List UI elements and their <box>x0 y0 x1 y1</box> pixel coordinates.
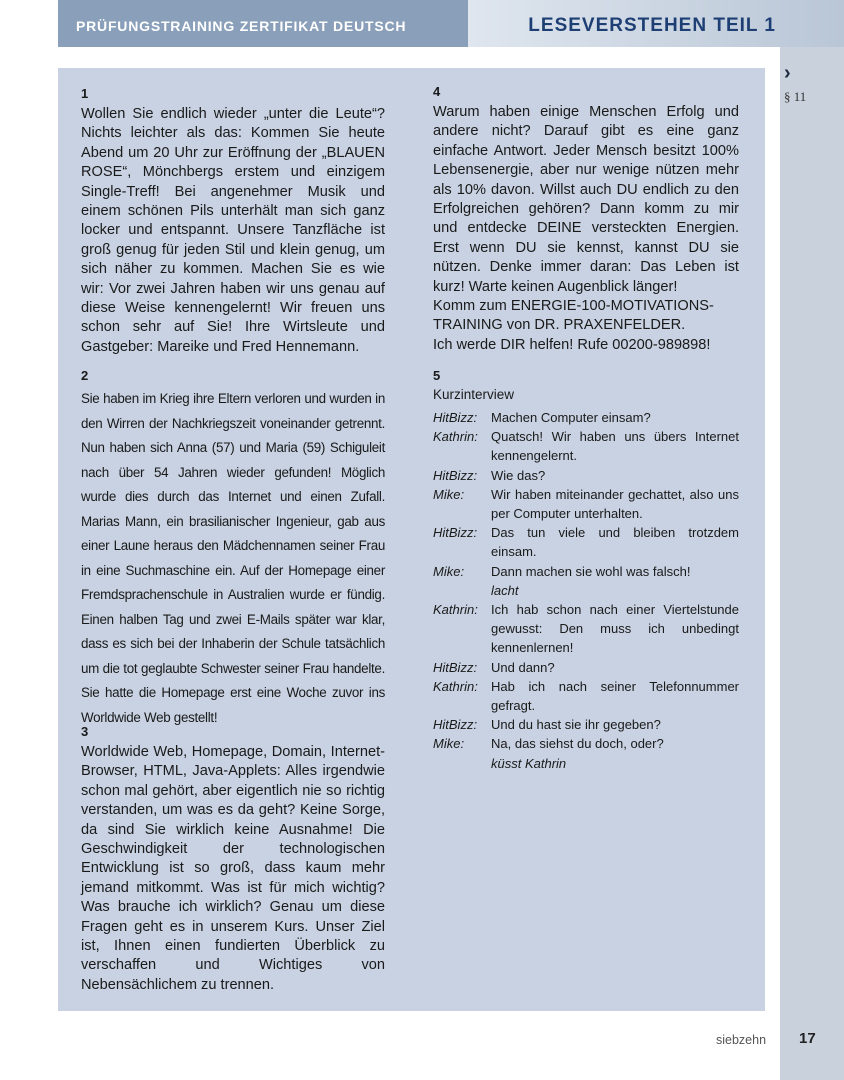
text-body: Worldwide Web, Homepage, Domain, Internet-Browser, HTML, Java-Applets: Alles irgendwie schon mal gehört, aber eigentlich nie so richtig verstanden, um was es da geht? Keine Sorge, da sind Sie wirklich keine Ausnahme! Die Geschwindigkeit der technologischen Entwicklung ist so groß, dass kaum mehr jemand mitkommt. Was ist für mich wichtig? Was brauche ich wirklich? Genau um diese Fragen geht es in unserem Kurs. Unser Ziel ist, Ihnen einen fundierten Überblick zu verschaffen und Wichtiges von Nebensächlichem zu trennen. <box>81 744 385 993</box>
text-body-line: Komm zum ENERGIE-100-MOTIVATIONS-TRAINING von DR. PRAXENFELDER. <box>433 298 714 334</box>
text-body: Warum haben einige Menschen Erfolg und andere nicht? Darauf gibt es eine ganz einfache Antwort. Jeder Mensch besitzt 100% Lebensenergie, aber nur wenige nützen mehr als 10% davon. Willst auch DU endlich zu den Erfolgreichen gehören? Dann komm zu mir und entdecke DEINE versteckten Energien. Erst wenn DU sie kennst, kannst DU sie nützen. Denke immer daran: Das Leben ist kurz! Warte keinen Augenblick länger! <box>433 104 739 295</box>
utterance <box>491 562 739 600</box>
header-right-bar <box>468 0 844 47</box>
page-number-word: siebzehn <box>716 1033 767 1047</box>
interview-row <box>433 562 739 600</box>
interview-row <box>433 485 739 523</box>
content-panel <box>58 68 765 1011</box>
utterance <box>491 734 739 772</box>
chevron-right-icon: › <box>784 62 791 84</box>
text-number: 1 <box>81 86 89 101</box>
speaker: HitBizz: <box>433 525 478 541</box>
interview-row <box>433 715 739 734</box>
text-body: Sie haben im Krieg ihre Eltern verloren und wurden in den Wirren der Nachkriegszeit voneinander getrennt. Nun haben sich Anna (57) und Maria (59) Schiguleit nach über 54 Jahren wieder gefunden! Möglich wurde dies durch das Internet und einen Zufall. Marias Mann, ein brasilianischer Ingenieur, gab aus einer Laune heraus den Mädchennamen seiner Frau in eine Suchmaschine ein. Auf der Homepage einer Fremdsprachenschule in Australien wurde er fündig. Einen halben Tag und zwei E-Mails später war klar, dass es sich bei der Inhaberin der Schule tatsächlich um die tot geglaubte Schwester seiner Frau handelte. Sie hatte die Homepage erst eine Woche zuvor ins Worldwide Web gestellt! <box>81 391 385 725</box>
speaker: Kathrin: <box>433 678 478 694</box>
speaker: Kathrin: <box>433 429 478 445</box>
speaker: Kathrin: <box>433 602 478 618</box>
interview-row <box>433 600 739 658</box>
utterance: Wir haben miteinander gechattet, also uns per Computer unterhalten. <box>491 486 739 522</box>
interview-row <box>433 658 739 677</box>
text-1 <box>81 86 385 357</box>
page-number: 17 <box>799 1030 816 1047</box>
text-5 <box>433 368 739 773</box>
text-3 <box>81 724 385 995</box>
header-left-bar <box>58 0 468 47</box>
speaker: HitBizz: <box>433 717 478 733</box>
text-number: 2 <box>81 368 89 383</box>
utterance: Ich hab schon nach einer Viertelstunde gewusst: Den muss ich unbedingt kennenlernen! <box>491 602 739 656</box>
header-right-title: LESEVERSTEHEN TEIL 1 <box>528 15 776 36</box>
speaker: HitBizz: <box>433 659 478 675</box>
text-number: 5 <box>433 368 441 383</box>
interview-row <box>433 734 739 772</box>
interview-row <box>433 466 739 485</box>
speaker: Mike: <box>433 486 465 502</box>
interview-row <box>433 427 739 465</box>
utterance-text: Dann machen sie wohl was falsch! <box>491 563 691 579</box>
text-4 <box>433 84 739 355</box>
speaker: Mike: <box>433 563 465 579</box>
text-body: Wollen Sie endlich wieder „unter die Leute“? Nichts leichter als das: Kommen Sie heute Abend um 20 Uhr zur Eröffnung der „BLAUEN ROSE“, Mönchbergs erstem und einzigem Single-Treff! Bei angenehmer Musik und einem schönen Pils unterhält man sich ganz locker und entspannt. Unsere Tanzfläche ist groß genug für jeden Stil und klein genug, um sich näher zu kommen. Machen Sie es wie wir: Vor zwei Jahren haben wir uns genau auf diese Weise kennengelernt! Wir freuen uns schon sehr auf Sie! Ihre Wirtsleute und Gastgeber: Mareike und Fred Hennemann. <box>81 106 385 355</box>
utterance: Machen Computer einsam? <box>491 410 651 425</box>
interview-row <box>433 408 739 427</box>
header-left-title: PRÜFUNGSTRAINING ZERTIFIKAT DEUTSCH <box>76 18 407 34</box>
section-reference: § 11 <box>784 89 807 104</box>
stage-direction: lacht <box>491 582 519 598</box>
utterance: Quatsch! Wir haben uns übers Internet kennengelernt. <box>491 429 739 464</box>
speaker: HitBizz: <box>433 467 478 483</box>
text-2 <box>81 368 385 730</box>
text-number: 3 <box>81 724 89 739</box>
interview-row <box>433 523 739 561</box>
text-body-line: Ich werde DIR helfen! Rufe 00200-989898! <box>433 336 711 353</box>
speaker: Mike: <box>433 736 465 752</box>
interview-title: Kurzinterview <box>433 387 515 402</box>
interview-row <box>433 677 739 715</box>
stage-direction: küsst Kathrin <box>491 755 567 771</box>
side-strip <box>780 47 844 1080</box>
utterance: Und du hast sie ihr gegeben? <box>491 717 661 733</box>
speaker: HitBizz: <box>433 410 478 425</box>
text-number: 4 <box>433 84 441 99</box>
utterance-text: Na, das siehst du doch, oder? <box>491 736 664 752</box>
utterance: Hab ich nach seiner Telefonnummer gefragt. <box>491 678 739 714</box>
utterance: Wie das? <box>491 467 546 483</box>
utterance: Und dann? <box>491 659 555 675</box>
utterance: Das tun viele und bleiben trotzdem einsam. <box>491 525 739 560</box>
